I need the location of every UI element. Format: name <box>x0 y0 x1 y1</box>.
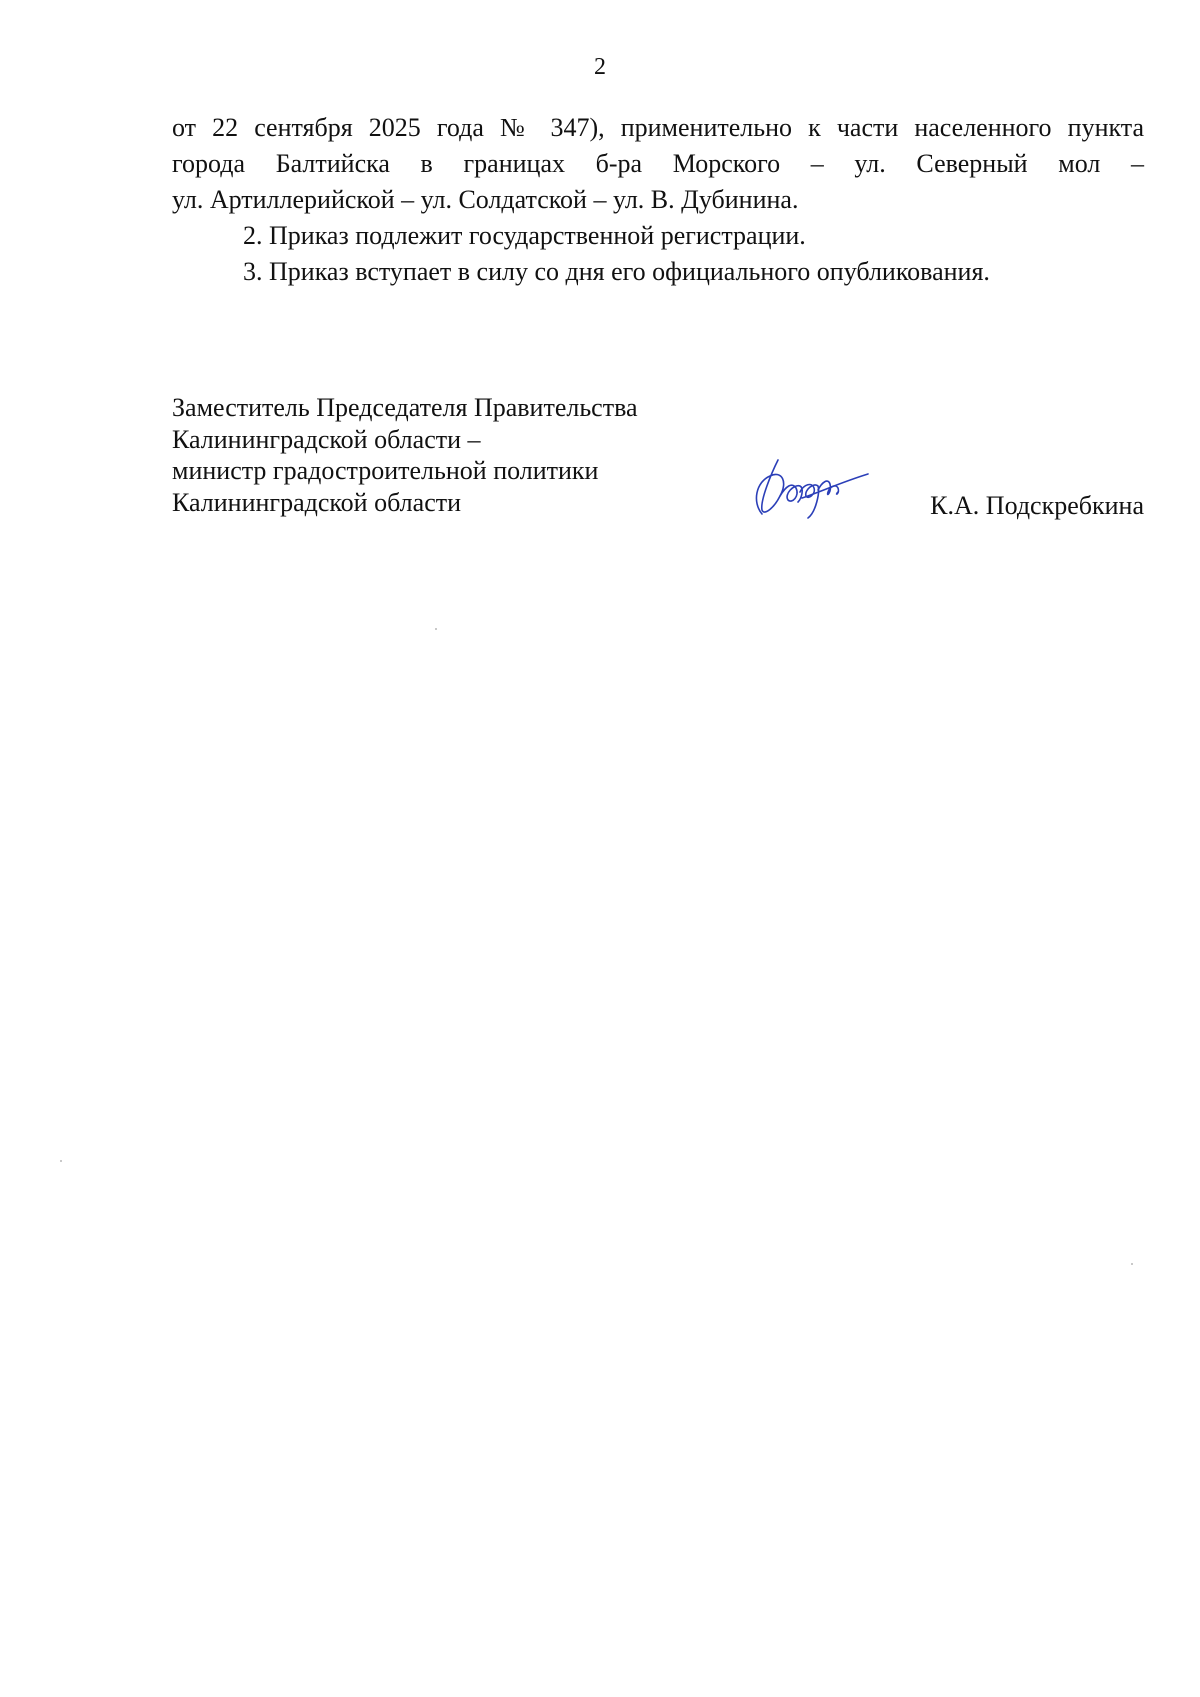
body-line-1: от 22 сентября 2025 года № 347), применительно к части населенного пункта <box>172 113 1144 142</box>
order-item-3: 3. Приказ вступает в силу со дня его официального опубликования. <box>243 257 990 286</box>
signatory-title <box>172 392 638 518</box>
signatory-title-line-1: Заместитель Председателя Правительства <box>172 393 638 422</box>
signatory-title-line-3: министр градостроительной политики <box>172 456 599 485</box>
signature-stroke-1 <box>756 460 783 514</box>
body-line-2: города Балтийска в границах б-ра Морского – ул. Северный мол – <box>172 149 1144 178</box>
signatory-title-line-4: Калининградской области <box>172 487 462 517</box>
scan-speck <box>1131 1263 1133 1265</box>
signatory-name: К.А. Подскребкина <box>930 491 1144 520</box>
order-item-2: 2. Приказ подлежит государственной регистрации. <box>243 221 806 250</box>
signature-strokes <box>756 460 868 518</box>
handwritten-signature <box>742 452 872 532</box>
order-body-text <box>172 110 1144 290</box>
page-number: 2 <box>594 54 606 80</box>
body-line-3: ул. Артиллерийской – ул. Солдатской – ул. В. Дубинина. <box>172 185 799 214</box>
scan-speck <box>435 628 437 630</box>
signatory-title-line-2: Калининградской области – <box>172 424 481 454</box>
scan-speck <box>60 1160 62 1162</box>
